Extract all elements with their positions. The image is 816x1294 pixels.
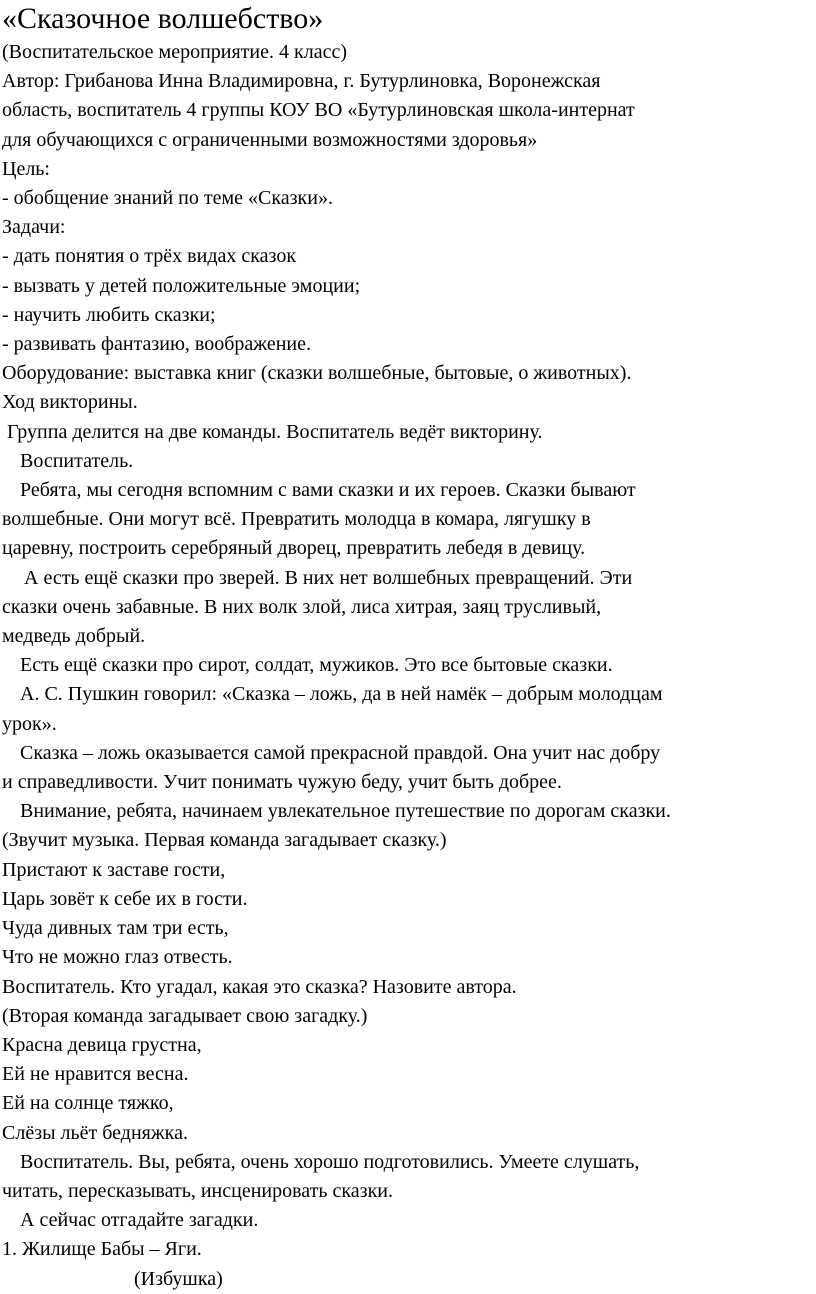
paragraph-line: и справедливости. Учит понимать чужую беду, учит быть добрее.	[2, 771, 562, 794]
paragraph-line: медведь добрый.	[2, 625, 146, 648]
speaker-label: Воспитатель.	[20, 449, 134, 472]
paragraph-line: А. С. Пушкин говорил: «Сказка – ложь, да в ней намёк – добрым молодцам	[20, 683, 663, 706]
goal-label: Цель:	[2, 157, 50, 180]
equipment-line: Оборудование: выставка книг (сказки волшебные, бытовые, о животных).	[2, 362, 632, 385]
goal-item: - обобщение знаний по теме «Сказки».	[2, 187, 333, 210]
intro-line: Группа делится на две команды. Воспитатель ведёт викторину.	[7, 420, 543, 443]
paragraph-line: читать, пересказывать, инсценировать сказки.	[2, 1179, 393, 1202]
riddle-line: Ей не нравится весна.	[2, 1063, 189, 1086]
riddle-line: Ей на солнце тяжко,	[2, 1092, 174, 1115]
riddle-line: Слёзы льёт бедняжка.	[2, 1121, 188, 1144]
paragraph-line: Есть ещё сказки про сирот, солдат, мужиков. Это все бытовые сказки.	[20, 654, 613, 677]
paragraph-line: урок».	[2, 712, 57, 735]
author-line: область, воспитатель 4 группы КОУ ВО «Бутурлиновская школа-интернат	[2, 99, 635, 122]
paragraph-line: Ребята, мы сегодня вспомним с вами сказки и их героев. Сказки бывают	[20, 479, 636, 502]
paragraph-line: волшебные. Они могут всё. Превратить молодца в комара, лягушку в	[2, 508, 591, 531]
riddle-line: Красна девица грустна,	[2, 1033, 202, 1056]
author-line: Автор: Грибанова Инна Владимировна, г. Бутурлиновка, Воронежская	[2, 70, 601, 93]
paragraph-line: царевну, построить серебряный дворец, превратить лебедя в девицу.	[2, 537, 586, 560]
question-line: Воспитатель. Кто угадал, какая это сказка? Назовите автора.	[2, 975, 517, 998]
author-line: для обучающихся с ограниченными возможностями здоровья»	[2, 128, 538, 151]
riddle-line: Пристают к заставе гости,	[2, 858, 226, 881]
team-note: (Вторая команда загадывает свою загадку.)	[2, 1004, 368, 1027]
paragraph-line: А есть ещё сказки про зверей. В них нет волшебных превращений. Эти	[24, 566, 633, 589]
paragraph-line: Сказка – ложь оказывается самой прекрасной правдой. Она учит нас добру	[20, 741, 661, 764]
riddles-intro: А сейчас отгадайте загадки.	[20, 1209, 259, 1232]
task-item: - дать понятия о трёх видах сказок	[2, 245, 297, 268]
task-item: - научить любить сказки;	[2, 303, 216, 326]
document-title: «Сказочное волшебство»	[2, 2, 324, 35]
team-note: (Звучит музыка. Первая команда загадывает сказку.)	[2, 829, 447, 852]
riddle-line: Чуда дивных там три есть,	[2, 917, 229, 940]
paragraph-line: сказки очень забавные. В них волк злой, лиса хитрая, заяц трусливый,	[2, 595, 602, 618]
riddle-question: 1. Жилище Бабы – Яги.	[2, 1238, 202, 1261]
tasks-label: Задачи:	[2, 216, 66, 239]
riddle-answer: (Избушка)	[134, 1267, 223, 1290]
task-item: - вызвать у детей положительные эмоции;	[2, 274, 361, 297]
document-subtitle: (Воспитательское мероприятие. 4 класс)	[2, 41, 347, 63]
riddle-line: Царь зовёт к себе их в гости.	[2, 887, 248, 910]
quiz-heading: Ход викторины.	[2, 391, 138, 414]
paragraph-line: Внимание, ребята, начинаем увлекательное путешествие по дорогам сказки.	[20, 800, 671, 823]
task-item: - развивать фантазию, воображение.	[2, 333, 312, 356]
paragraph-line: Воспитатель. Вы, ребята, очень хорошо подготовились. Умеете слушать,	[20, 1150, 640, 1173]
riddle-line: Что не можно глаз отвесть.	[2, 946, 233, 969]
